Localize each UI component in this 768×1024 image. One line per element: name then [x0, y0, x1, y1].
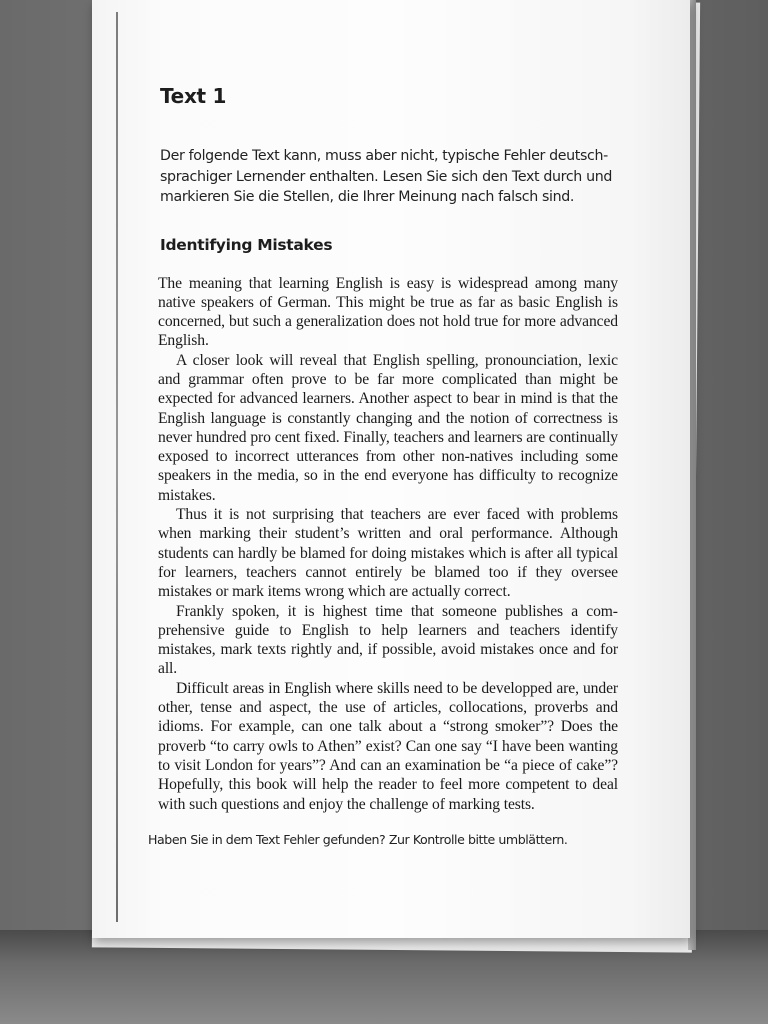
paragraph: The meaning that learning English is easy is widespread among many native speakers of German. This might be true as far as basic English is concerned, but such a generalization does not hold true for more advanced English.: [158, 274, 618, 350]
instructions: Der folgende Text kann, muss aber nicht, typische Fehler deutschsprachiger Lernender enthalten. Lesen Sie sich den Text durch und markieren Sie die Stellen, die Ihrer Meinung nach falsch sind.: [160, 148, 613, 205]
paragraph: Difficult areas in English where skills need to be developped are, under other, tense and aspect, the use of articles, collocations, proverbs and idioms. For example, can one talk about a “strong smoker”? Does the proverb “to carry owls to Athen” exist? Can one say “I have been wanting to visit London for years”? And can an examination be “a piece of cake”? Hopefully, this book will help the reader to feel more competent to deal with such questions and enjoy the challenge of marking tests.: [158, 679, 618, 813]
body-text: [158, 274, 618, 814]
page-content: [150, 84, 618, 847]
paragraph: A closer look will reveal that English spelling, pronounciation, lexic and grammar often prove to be far more complicated than might be expected for advanced learners. Another aspect to bear in mind is that the English language is constantly changing and the notion of correctness is never hundred pro cent fixed. Finally, teachers and learners are continually exposed to incorrect utterances from other non-natives including some speakers in the media, so in the end everyone has difficulty to recognize mistakes.: [158, 351, 618, 504]
paragraph: Thus it is not surprising that teachers are ever faced with problems when marking their student’s written and oral performance. Although students can hardly be blamed for doing mistakes which is after all typical for learners, teachers cannot entirely be blamed too if they oversee mistakes or mark items wrong which are actually correct.: [158, 506, 618, 601]
footer-note: Haben Sie in dem Text Fehler gefunden? Zur Kontrolle bitte umblättern.: [148, 831, 568, 847]
text-label: Text 1: [160, 84, 227, 108]
section-title: Identifying Mistakes: [160, 235, 333, 254]
paragraph: Frankly spoken, it is highest time that someone publishes a comprehensive guide to English to help learners and teachers identify mistakes, mark texts rightly and, if possible, avoid mistakes once and for all.: [158, 602, 618, 678]
book-spine: [116, 12, 118, 922]
